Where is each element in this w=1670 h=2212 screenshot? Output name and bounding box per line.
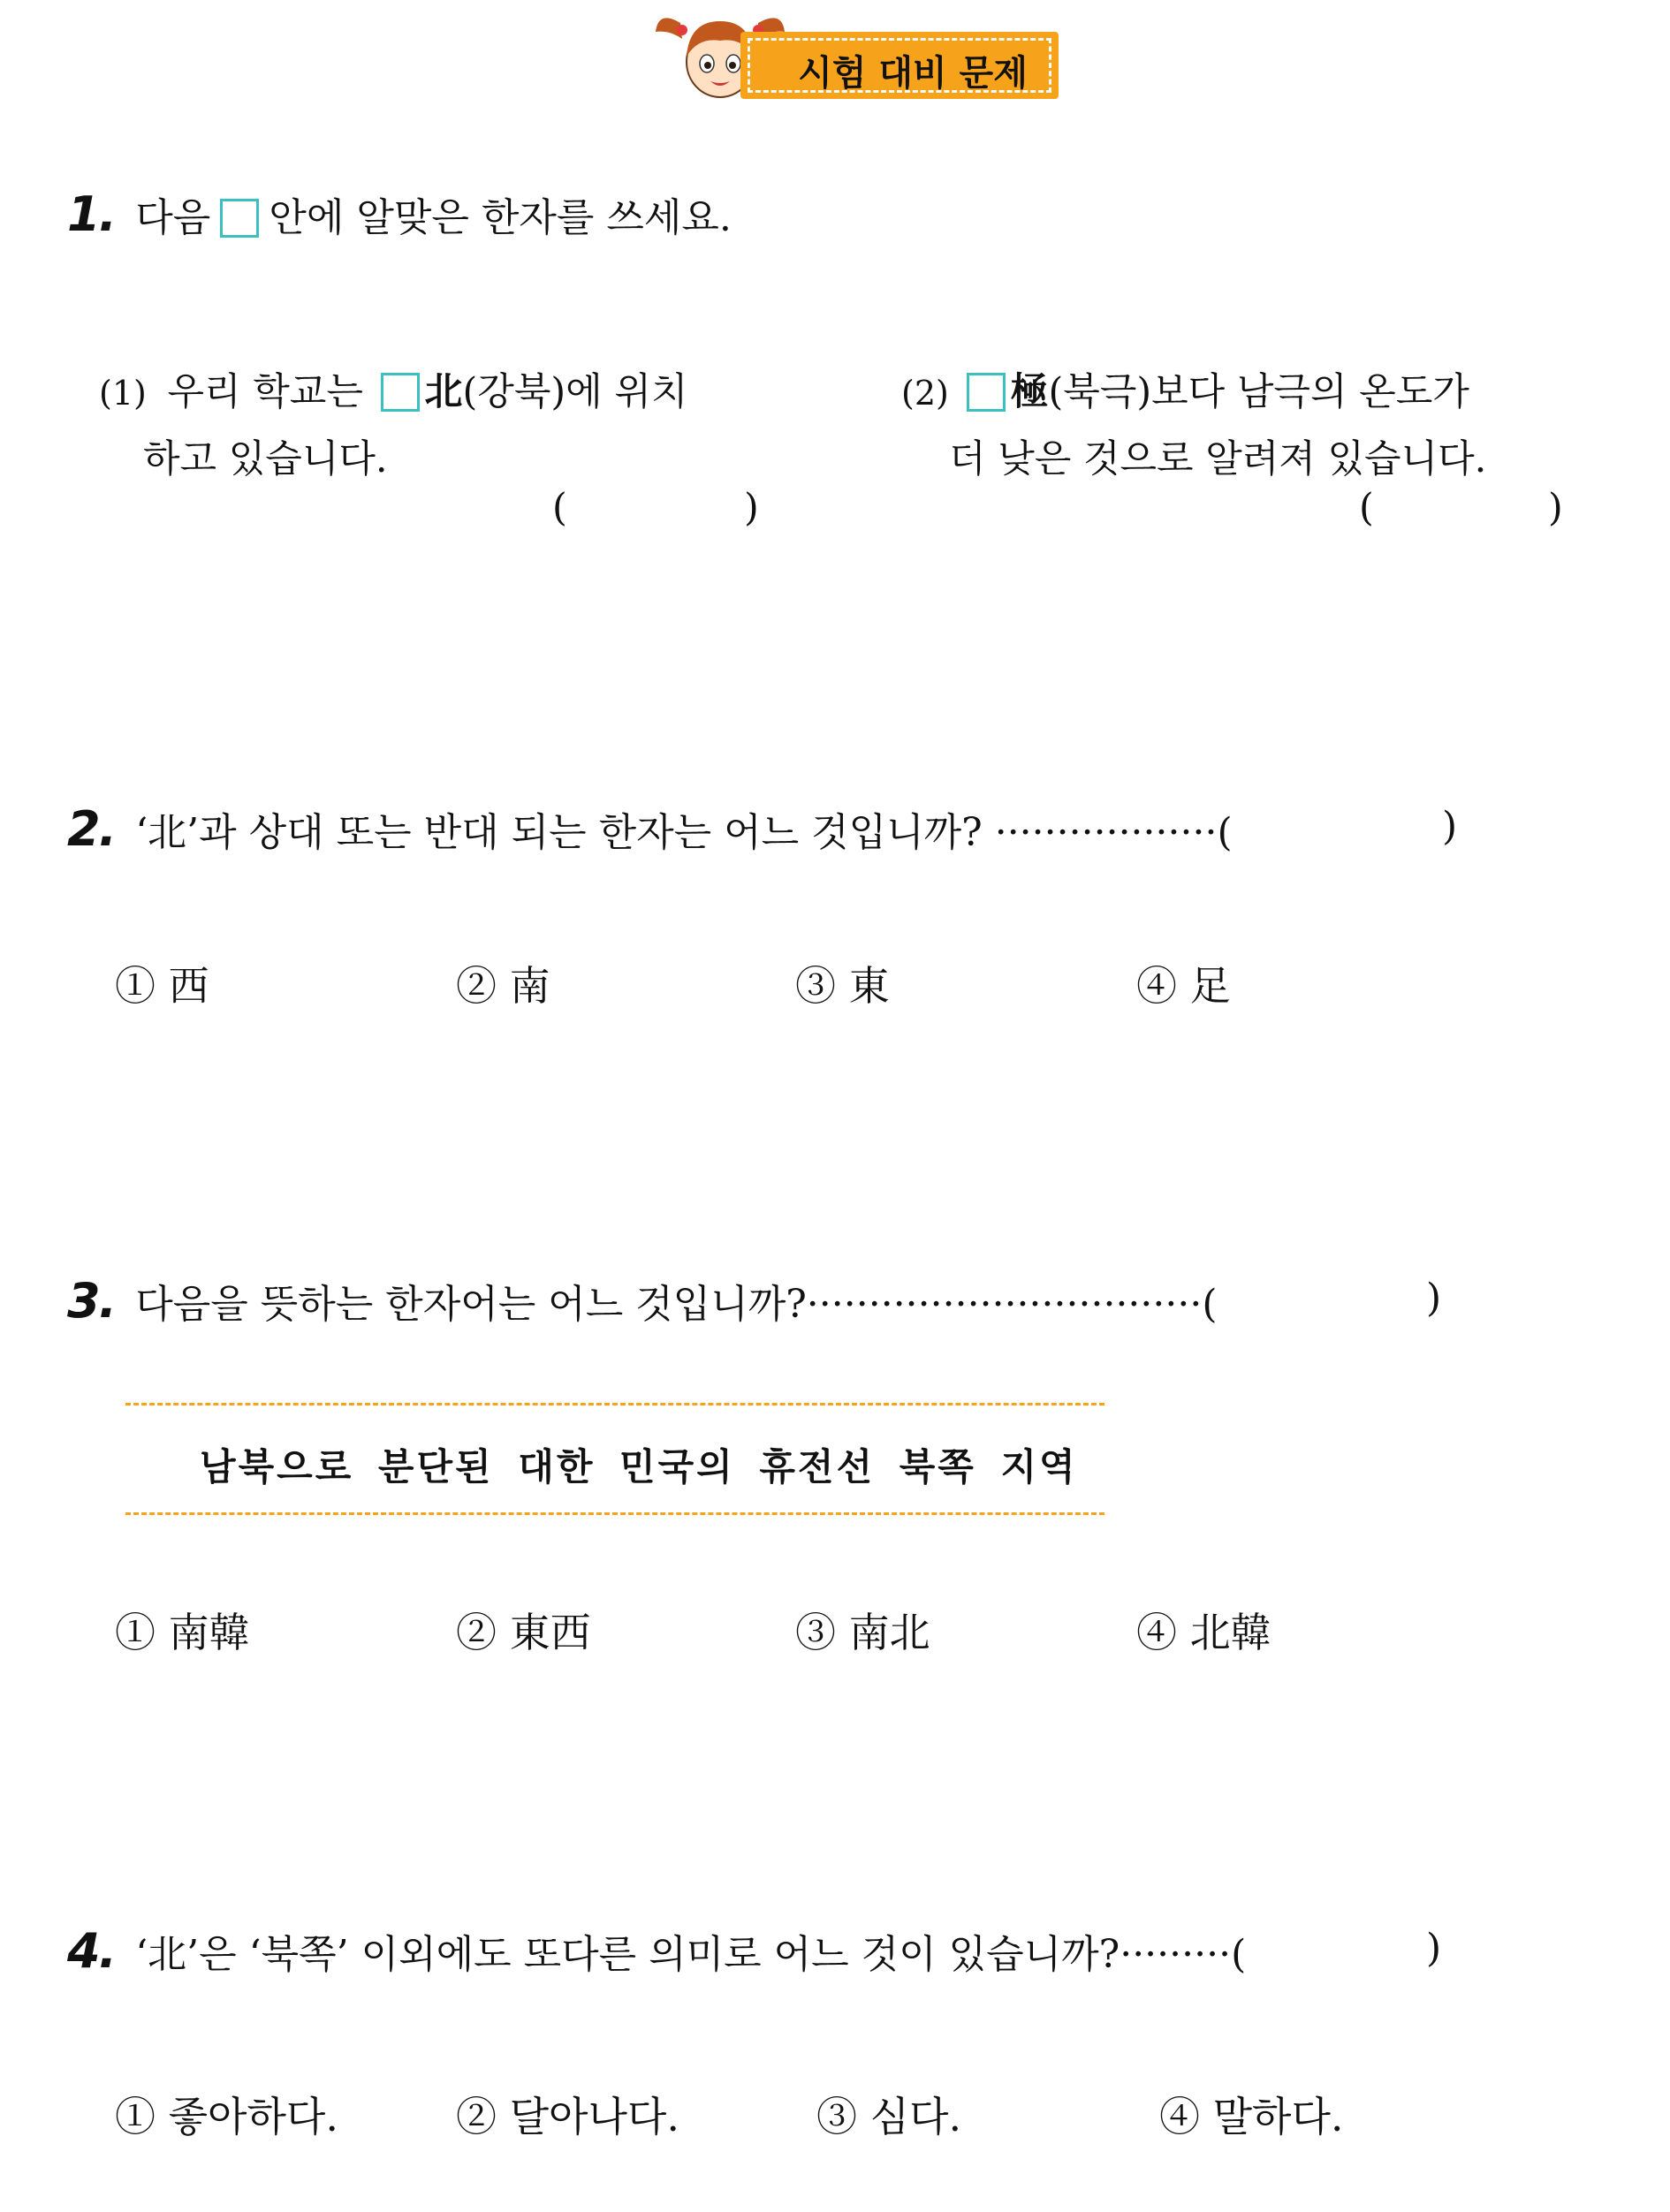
answer-paren-close: ) — [1426, 1276, 1442, 1321]
question-text: ‘北’은 ‘북쪽’ 이외에도 또다른 의미로 어느 것이 있습니까?·········( — [135, 1932, 1247, 1977]
sub-text: 우리 학교는 — [167, 370, 363, 414]
q1-sub2-line2: 더 낮은 것으로 알려져 있습니다. — [949, 437, 1487, 481]
answer-box-icon — [220, 199, 259, 238]
answer-paren-open: ( — [552, 486, 567, 530]
option-2: ② 달아나다. — [456, 2093, 679, 2140]
definition-box — [125, 1403, 1104, 1518]
sub-text: (강북)에 위치 — [462, 370, 688, 414]
answer-paren-open: ( — [1359, 486, 1374, 530]
question-3 — [67, 1272, 1218, 1329]
question-text-before: 다음 — [135, 195, 211, 240]
hanja-char: 極 — [1010, 370, 1049, 414]
option-3: ③ 南北 — [795, 1609, 930, 1656]
page-header — [654, 5, 1060, 102]
sub-text: (북극)보다 남극의 온도가 — [1048, 370, 1469, 414]
question-2 — [67, 800, 1233, 857]
option-4: ④ 北韓 — [1136, 1609, 1271, 1656]
q1-sub1-line1 — [99, 362, 687, 416]
option-2: ② 南 — [456, 962, 550, 1010]
answer-box-icon — [381, 373, 420, 412]
answer-paren-close: ) — [1442, 804, 1458, 849]
question-number: 3. — [67, 1273, 116, 1329]
question-number: 4. — [67, 1923, 116, 1979]
answer-paren-close: ) — [1548, 486, 1563, 530]
hanja-char: 北 — [424, 370, 463, 414]
option-4: ④ 足 — [1136, 962, 1231, 1010]
option-1: ① 南韓 — [115, 1609, 250, 1656]
question-text: 다음을 뜻하는 한자어는 어느 것입니까?································( — [135, 1282, 1218, 1327]
option-2: ② 東西 — [456, 1609, 591, 1656]
q1-sub2-line1 — [901, 362, 1469, 416]
option-3: ③ 東 — [795, 962, 890, 1010]
question-1 — [67, 186, 732, 242]
question-text: ‘北’과 상대 또는 반대 되는 한자는 어느 것입니까? ··················( — [135, 810, 1233, 855]
title-badge — [740, 32, 1059, 99]
question-number: 1. — [67, 186, 116, 242]
q1-sub1-line2: 하고 있습니다. — [143, 437, 388, 481]
sub-label: (2) — [901, 374, 949, 413]
answer-paren-close: ) — [744, 486, 759, 530]
question-4 — [67, 1922, 1246, 1979]
question-number: 2. — [67, 801, 116, 857]
question-text-after: 안에 알맞은 한자를 쓰세요. — [269, 195, 732, 240]
option-1: ① 좋아하다. — [115, 2093, 338, 2140]
sub-label: (1) — [99, 374, 147, 413]
option-3: ③ 심다. — [816, 2093, 962, 2140]
answer-box-icon — [967, 373, 1006, 412]
option-1: ① 西 — [115, 962, 209, 1010]
page-title: 시험 대비 문제 — [798, 53, 1028, 94]
definition-text: 남북으로 분단된 대한 민국의 휴전선 북쪽 지역 — [200, 1445, 1078, 1489]
answer-paren-close: ) — [1426, 1926, 1442, 1971]
option-4: ④ 말하다. — [1159, 2093, 1344, 2140]
